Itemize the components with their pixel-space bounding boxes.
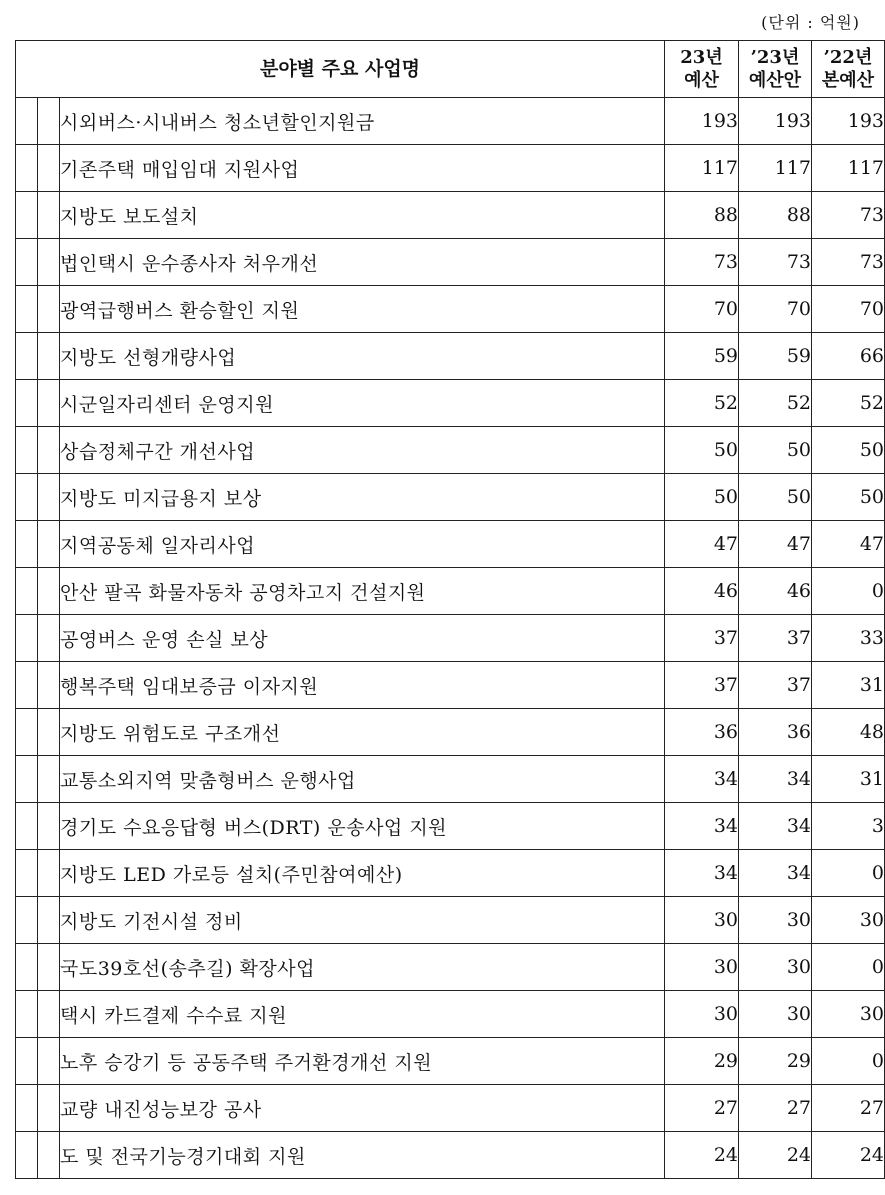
budget-2022-cell: 50 — [812, 474, 885, 521]
budget-2023-cell: 50 — [665, 474, 739, 521]
budget-2023-cell: 47 — [665, 521, 739, 568]
row-gutter-inner — [38, 1038, 60, 1085]
budget-2022-cell: 30 — [812, 897, 885, 944]
row-gutter-outer — [16, 897, 38, 944]
proposal-2023-cell: 70 — [739, 286, 812, 333]
budget-2023-cell: 88 — [665, 192, 739, 239]
budget-2022-cell: 33 — [812, 615, 885, 662]
project-name-cell: 지방도 보도설치 — [60, 192, 665, 239]
row-gutter-inner — [38, 333, 60, 380]
row-gutter-outer — [16, 1038, 38, 1085]
budget-2023-cell: 36 — [665, 709, 739, 756]
row-gutter-inner — [38, 1085, 60, 1132]
proposal-2023-cell: 34 — [739, 850, 812, 897]
table-row — [16, 427, 885, 474]
column-header-2023-budget — [665, 41, 739, 98]
project-name-cell: 교량 내진성능보강 공사 — [60, 1085, 665, 1132]
table-row — [16, 756, 885, 803]
budget-2022-cell: 3 — [812, 803, 885, 850]
project-name-cell: 지역공동체 일자리사업 — [60, 521, 665, 568]
budget-2023-cell: 37 — [665, 662, 739, 709]
row-gutter-outer — [16, 239, 38, 286]
project-name-cell: 지방도 선형개량사업 — [60, 333, 665, 380]
proposal-2023-cell: 47 — [739, 521, 812, 568]
row-gutter-outer — [16, 333, 38, 380]
project-name-cell: 택시 카드결제 수수료 지원 — [60, 991, 665, 1038]
header-line: 예산 — [684, 70, 719, 91]
row-gutter-outer — [16, 803, 38, 850]
proposal-2023-cell: 193 — [739, 98, 812, 145]
budget-2022-cell: 31 — [812, 756, 885, 803]
row-gutter-outer — [16, 145, 38, 192]
table-row — [16, 991, 885, 1038]
proposal-2023-cell: 59 — [739, 333, 812, 380]
row-gutter-inner — [38, 803, 60, 850]
table-row — [16, 286, 885, 333]
proposal-2023-cell: 27 — [739, 1085, 812, 1132]
header-line: 23년 — [680, 47, 723, 68]
row-gutter-inner — [38, 944, 60, 991]
budget-2022-cell: 193 — [812, 98, 885, 145]
row-gutter-inner — [38, 991, 60, 1038]
table-row — [16, 239, 885, 286]
budget-2023-cell: 34 — [665, 756, 739, 803]
row-gutter-outer — [16, 662, 38, 709]
proposal-2023-cell: 50 — [739, 427, 812, 474]
row-gutter-inner — [38, 662, 60, 709]
budget-2023-cell: 30 — [665, 944, 739, 991]
proposal-2023-cell: 30 — [739, 944, 812, 991]
project-name-cell: 시외버스·시내버스 청소년할인지원금 — [60, 98, 665, 145]
project-name-cell: 상습정체구간 개선사업 — [60, 427, 665, 474]
project-name-cell: 기존주택 매입임대 지원사업 — [60, 145, 665, 192]
proposal-2023-cell: 37 — [739, 662, 812, 709]
proposal-2023-cell: 36 — [739, 709, 812, 756]
row-gutter-outer — [16, 380, 38, 427]
budget-2023-cell: 34 — [665, 850, 739, 897]
table-row — [16, 333, 885, 380]
row-gutter-inner — [38, 756, 60, 803]
row-gutter-outer — [16, 850, 38, 897]
project-name-cell: 지방도 미지급용지 보상 — [60, 474, 665, 521]
row-gutter-inner — [38, 521, 60, 568]
row-gutter-outer — [16, 474, 38, 521]
project-name-cell: 광역급행버스 환승할인 지원 — [60, 286, 665, 333]
proposal-2023-cell: 37 — [739, 615, 812, 662]
proposal-2023-cell: 30 — [739, 991, 812, 1038]
project-name-cell: 도 및 전국기능경기대회 지원 — [60, 1132, 665, 1179]
project-name-cell: 행복주택 임대보증금 이자지원 — [60, 662, 665, 709]
budget-2023-cell: 37 — [665, 615, 739, 662]
row-gutter-inner — [38, 192, 60, 239]
table-row — [16, 1038, 885, 1085]
table-row — [16, 145, 885, 192]
budget-2023-cell: 59 — [665, 333, 739, 380]
proposal-2023-cell: 34 — [739, 803, 812, 850]
proposal-2023-cell: 117 — [739, 145, 812, 192]
proposal-2023-cell: 52 — [739, 380, 812, 427]
project-name-cell: 노후 승강기 등 공동주택 주거환경개선 지원 — [60, 1038, 665, 1085]
table-row — [16, 944, 885, 991]
header-line: 예산안 — [748, 70, 802, 91]
row-gutter-outer — [16, 568, 38, 615]
table-row — [16, 192, 885, 239]
table-row — [16, 1085, 885, 1132]
budget-2023-cell: 52 — [665, 380, 739, 427]
budget-2023-cell: 50 — [665, 427, 739, 474]
row-gutter-outer — [16, 192, 38, 239]
budget-2023-cell: 30 — [665, 991, 739, 1038]
project-name-cell: 공영버스 운영 손실 보상 — [60, 615, 665, 662]
row-gutter-inner — [38, 568, 60, 615]
budget-2022-cell: 73 — [812, 239, 885, 286]
row-gutter-outer — [16, 427, 38, 474]
project-name-cell: 경기도 수요응답형 버스(DRT) 운송사업 지원 — [60, 803, 665, 850]
row-gutter-outer — [16, 98, 38, 145]
row-gutter-inner — [38, 98, 60, 145]
proposal-2023-cell: 24 — [739, 1132, 812, 1179]
table-row — [16, 474, 885, 521]
budget-2022-cell: 117 — [812, 145, 885, 192]
budget-2022-cell: 31 — [812, 662, 885, 709]
table-header-row — [16, 41, 885, 98]
budget-2023-cell: 70 — [665, 286, 739, 333]
budget-2023-cell: 24 — [665, 1132, 739, 1179]
budget-2022-cell: 0 — [812, 568, 885, 615]
table-row — [16, 709, 885, 756]
row-gutter-outer — [16, 615, 38, 662]
budget-2022-cell: 73 — [812, 192, 885, 239]
budget-2023-cell: 27 — [665, 1085, 739, 1132]
budget-2022-cell: 0 — [812, 1038, 885, 1085]
row-gutter-inner — [38, 615, 60, 662]
project-name-cell: 지방도 기전시설 정비 — [60, 897, 665, 944]
table-row — [16, 380, 885, 427]
budget-2022-cell: 50 — [812, 427, 885, 474]
budget-2022-cell: 66 — [812, 333, 885, 380]
header-line: 본예산 — [821, 70, 875, 91]
proposal-2023-cell: 50 — [739, 474, 812, 521]
project-name-cell: 교통소외지역 맞춤형버스 운행사업 — [60, 756, 665, 803]
column-header-2022-budget — [812, 41, 885, 98]
budget-table — [15, 40, 885, 1179]
proposal-2023-cell: 73 — [739, 239, 812, 286]
row-gutter-inner — [38, 709, 60, 756]
row-gutter-outer — [16, 991, 38, 1038]
table-row — [16, 897, 885, 944]
budget-2023-cell: 193 — [665, 98, 739, 145]
row-gutter-outer — [16, 756, 38, 803]
row-gutter-inner — [38, 1132, 60, 1179]
proposal-2023-cell: 88 — [739, 192, 812, 239]
row-gutter-outer — [16, 521, 38, 568]
unit-label: (단위 : 억원) — [761, 13, 860, 32]
table-row — [16, 850, 885, 897]
proposal-2023-cell: 34 — [739, 756, 812, 803]
budget-2022-cell: 52 — [812, 380, 885, 427]
table-row — [16, 521, 885, 568]
budget-2022-cell: 48 — [812, 709, 885, 756]
row-gutter-inner — [38, 427, 60, 474]
row-gutter-outer — [16, 709, 38, 756]
row-gutter-inner — [38, 474, 60, 521]
project-name-cell: 시군일자리센터 운영지원 — [60, 380, 665, 427]
row-gutter-outer — [16, 286, 38, 333]
table-row — [16, 98, 885, 145]
column-header-2023-proposal — [739, 41, 812, 98]
table-row — [16, 803, 885, 850]
budget-2023-cell: 73 — [665, 239, 739, 286]
budget-2023-cell: 117 — [665, 145, 739, 192]
budget-2022-cell: 0 — [812, 850, 885, 897]
table-row — [16, 662, 885, 709]
proposal-2023-cell: 29 — [739, 1038, 812, 1085]
proposal-2023-cell: 46 — [739, 568, 812, 615]
row-gutter-inner — [38, 286, 60, 333]
project-name-cell: 국도39호선(송추길) 확장사업 — [60, 944, 665, 991]
budget-2022-cell: 70 — [812, 286, 885, 333]
row-gutter-outer — [16, 1132, 38, 1179]
project-name-cell: 지방도 LED 가로등 설치(주민참여예산) — [60, 850, 665, 897]
budget-2023-cell: 34 — [665, 803, 739, 850]
budget-2023-cell: 46 — [665, 568, 739, 615]
row-gutter-inner — [38, 380, 60, 427]
row-gutter-outer — [16, 944, 38, 991]
header-line: ’22년 — [823, 47, 873, 68]
table-row — [16, 1132, 885, 1179]
column-header-category: 분야별 주요 사업명 — [16, 41, 665, 98]
budget-2023-cell: 30 — [665, 897, 739, 944]
table-row — [16, 615, 885, 662]
project-name-cell: 법인택시 운수종사자 처우개선 — [60, 239, 665, 286]
budget-2022-cell: 0 — [812, 944, 885, 991]
table-row — [16, 568, 885, 615]
row-gutter-inner — [38, 897, 60, 944]
header-line: ’23년 — [750, 47, 800, 68]
row-gutter-inner — [38, 239, 60, 286]
budget-2023-cell: 29 — [665, 1038, 739, 1085]
project-name-cell: 안산 팔곡 화물자동차 공영차고지 건설지원 — [60, 568, 665, 615]
row-gutter-outer — [16, 1085, 38, 1132]
budget-2022-cell: 47 — [812, 521, 885, 568]
row-gutter-inner — [38, 850, 60, 897]
budget-2022-cell: 30 — [812, 991, 885, 1038]
row-gutter-inner — [38, 145, 60, 192]
budget-2022-cell: 24 — [812, 1132, 885, 1179]
proposal-2023-cell: 30 — [739, 897, 812, 944]
project-name-cell: 지방도 위험도로 구조개선 — [60, 709, 665, 756]
budget-2022-cell: 27 — [812, 1085, 885, 1132]
